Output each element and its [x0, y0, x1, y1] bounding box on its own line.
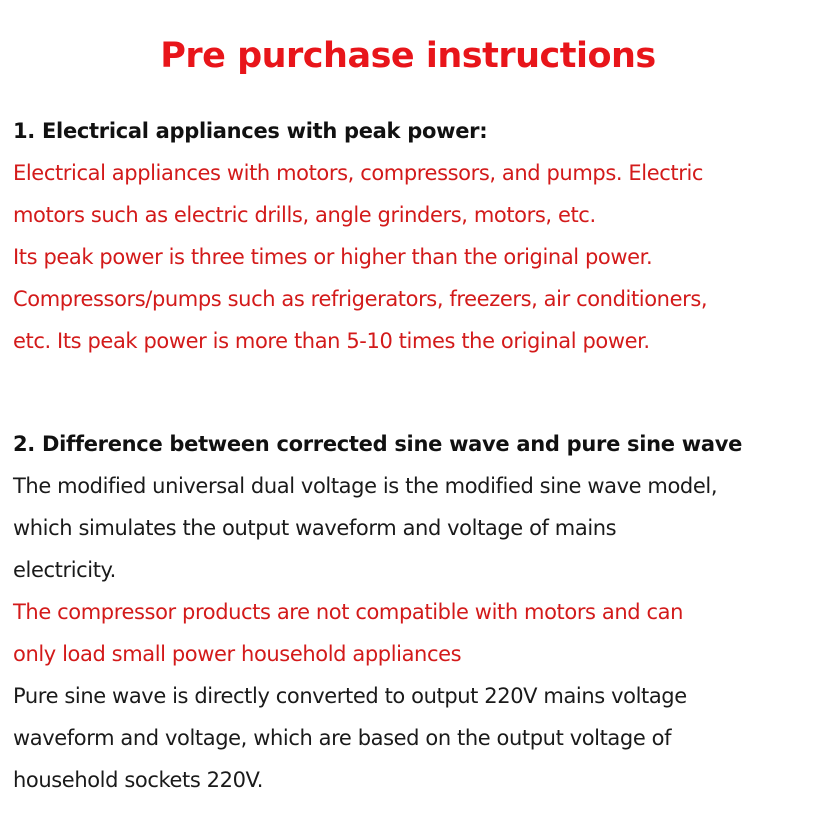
peak-power-line-5: etc. Its peak power is more than 5-10 times the original power. [13, 329, 650, 353]
peak-power-line-1: Electrical appliances with motors, compressors, and pumps. Electric [13, 161, 704, 185]
section-heading-peak-power: 1. Electrical appliances with peak power: [13, 119, 488, 143]
peak-power-line-4: Compressors/pumps such as refrigerators, freezers, air conditioners, [13, 287, 708, 311]
compatibility-warning-line-1: The compressor products are not compatible with motors and can [13, 600, 683, 624]
compatibility-warning-line-2: only load small power household appliances [13, 642, 462, 666]
modified-wave-line-2: which simulates the output waveform and voltage of mains [13, 516, 617, 540]
section-peak-power [13, 110, 808, 362]
pure-wave-line-3: household sockets 220V. [13, 768, 264, 792]
modified-wave-line-1: The modified universal dual voltage is the modified sine wave model, [13, 474, 718, 498]
pure-wave-line-2: waveform and voltage, which are based on the output voltage of [13, 726, 672, 750]
peak-power-line-3: Its peak power is three times or higher than the original power. [13, 245, 653, 269]
page-title: Pre purchase instructions [160, 36, 656, 76]
peak-power-line-2: motors such as electric drills, angle grinders, motors, etc. [13, 203, 596, 227]
pure-wave-line-1: Pure sine wave is directly converted to output 220V mains voltage [13, 684, 687, 708]
section-sine-wave [13, 423, 808, 801]
modified-wave-line-3: electricity. [13, 558, 116, 582]
section-heading-sine-wave: 2. Difference between corrected sine wave and pure sine wave [13, 432, 743, 456]
